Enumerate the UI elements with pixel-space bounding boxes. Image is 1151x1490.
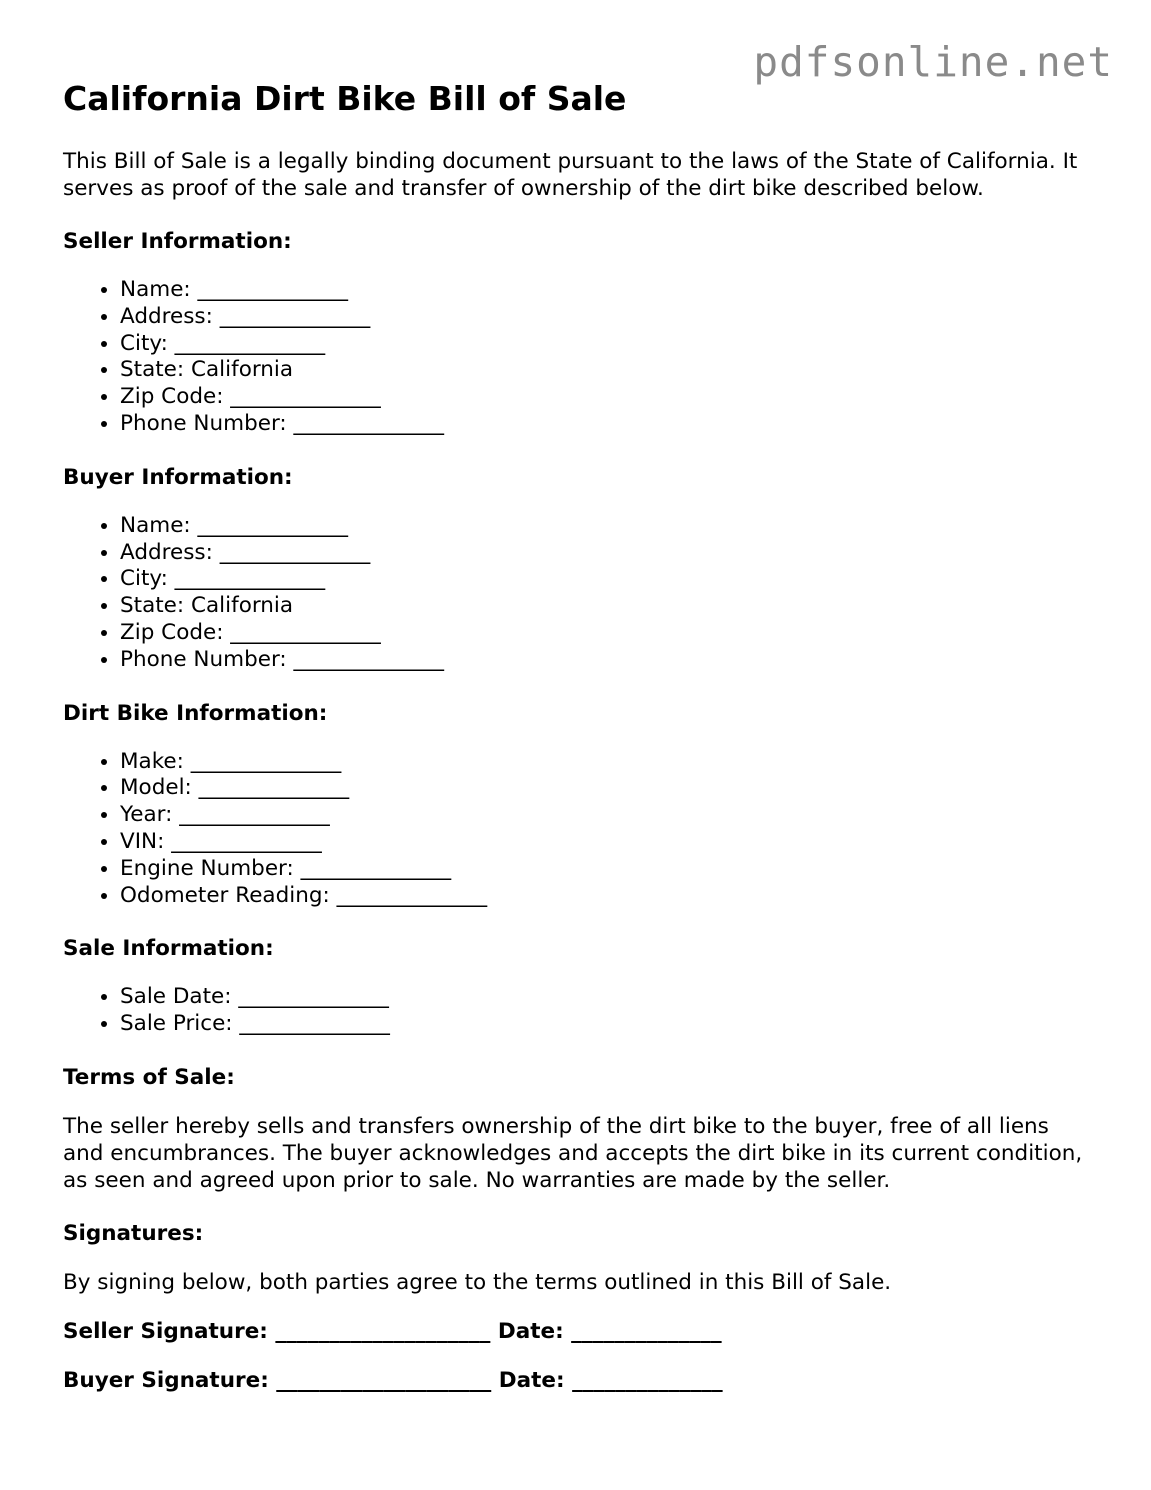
signatures-paragraph: By signing below, both parties agree to the terms outlined in this Bill of Sale. (63, 1269, 892, 1295)
buyer-city-field: • City: ______________ (120, 566, 1093, 593)
bike-list (63, 749, 1093, 910)
sale-list (63, 984, 1093, 1038)
seller-city-field: • City: ______________ (120, 331, 1093, 358)
buyer-state-field: • State: California (120, 593, 1093, 620)
bike-vin-field: • VIN: ______________ (120, 829, 1093, 856)
seller-zip-field: • Zip Code: ______________ (120, 384, 1093, 411)
terms-heading: Terms of Sale: (63, 1064, 235, 1090)
seller-signature-line: Seller Signature: ____________________ Date: ______________ (63, 1318, 722, 1344)
buyer-list (63, 513, 1093, 674)
sale-heading: Sale Information: (63, 936, 274, 962)
buyer-signature-line: Buyer Signature: ____________________ Date: ______________ (63, 1367, 723, 1393)
watermark: pdfsonline.net (753, 38, 1113, 86)
sale-date-field: • Sale Date: ______________ (120, 984, 1093, 1011)
intro-paragraph: This Bill of Sale is a legally binding document pursuant to the laws of the State of California. It serves as proof of the sale and transfer of ownership of the dirt bike described below. (63, 149, 1078, 201)
document-title: California Dirt Bike Bill of Sale (63, 79, 627, 118)
seller-name-field: • Name: ______________ (120, 277, 1093, 304)
seller-state-field: • State: California (120, 357, 1093, 384)
seller-phone-field: • Phone Number: ______________ (120, 411, 1093, 438)
buyer-name-field: • Name: ______________ (120, 513, 1093, 540)
buyer-address-field: • Address: ______________ (120, 540, 1093, 567)
seller-list (63, 277, 1093, 438)
buyer-heading: Buyer Information: (63, 464, 293, 490)
bike-year-field: • Year: ______________ (120, 802, 1093, 829)
signatures-heading: Signatures: (63, 1220, 204, 1246)
bike-engine-number-field: • Engine Number: ______________ (120, 856, 1093, 883)
bike-make-field: • Make: ______________ (120, 749, 1093, 776)
buyer-phone-field: • Phone Number: ______________ (120, 647, 1093, 674)
buyer-zip-field: • Zip Code: ______________ (120, 620, 1093, 647)
sale-price-field: • Sale Price: ______________ (120, 1011, 1093, 1038)
seller-address-field: • Address: ______________ (120, 304, 1093, 331)
seller-heading: Seller Information: (63, 229, 292, 254)
bike-odometer-field: • Odometer Reading: ______________ (120, 883, 1093, 910)
bike-heading: Dirt Bike Information: (63, 700, 328, 726)
terms-paragraph: The seller hereby sells and transfers ownership of the dirt bike to the buyer, free of all liens and encumbrances. The buyer acknowledges and accepts the dirt bike in its current condition, as seen and agreed upon prior to sale. No warranties are made by the seller. (63, 1113, 1083, 1193)
document-body (63, 76, 1093, 1394)
bike-model-field: • Model: ______________ (120, 775, 1093, 802)
